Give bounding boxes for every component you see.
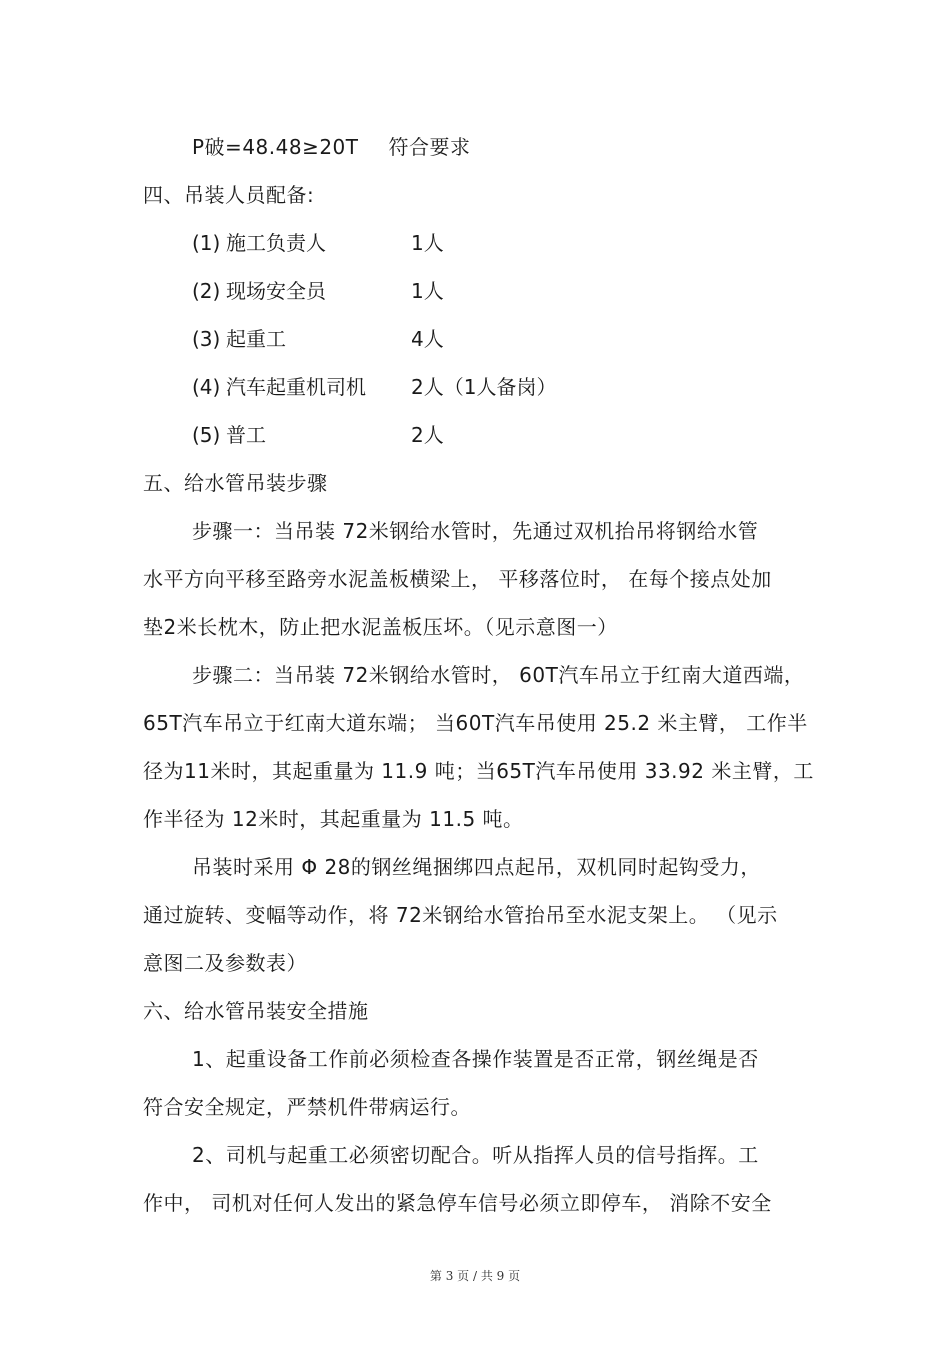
staff-index: (2) — [192, 279, 221, 303]
staff-count: 2人 — [411, 423, 444, 447]
paragraph-line: 65T汽车吊立于红南大道东端； 当60T汽车吊使用 25.2 米主臂， 工作半 — [143, 711, 808, 735]
staff-index: (3) — [192, 327, 221, 351]
staff-role: 普工 — [226, 423, 266, 447]
staff-row — [192, 421, 444, 449]
formula: P破=48.48≥20T — [192, 135, 359, 159]
staff-index: (4) — [192, 375, 221, 399]
staff-role: 施工负责人 — [226, 231, 326, 255]
staff-index: (5) — [192, 423, 221, 447]
staff-row — [192, 325, 444, 353]
paragraph-line: 步骤一：当吊装 72米钢给水管时，先通过双机抬吊将钢给水管 — [192, 519, 759, 543]
staff-index: (1) — [192, 231, 221, 255]
paragraph-line: 作半径为 12米时，其起重量为 11.5 吨。 — [143, 807, 524, 831]
paragraph-line: 垫2米长枕木，防止把水泥盖板压坏。（见示意图一） — [143, 615, 618, 639]
paragraph-line: 1、起重设备工作前必须检查各操作装置是否正常，钢丝绳是否 — [192, 1047, 759, 1071]
staff-role: 起重工 — [226, 327, 286, 351]
staff-count: 1人 — [411, 279, 444, 303]
paragraph-line: 水平方向平移至路旁水泥盖板横梁上， 平移落位时， 在每个接点处加 — [143, 567, 772, 591]
staff-role: 汽车起重机司机 — [226, 375, 366, 399]
section-heading: 四、吊装人员配备: — [143, 183, 315, 207]
staff-count: 1人 — [411, 231, 444, 255]
staff-row — [192, 373, 556, 401]
paragraph-line: 2、司机与起重工必须密切配合。听从指挥人员的信号指挥。工 — [192, 1143, 759, 1167]
paragraph-line: 吊装时采用 Φ 28的钢丝绳捆绑四点起吊，双机同时起钩受力， — [192, 855, 761, 879]
staff-row — [192, 277, 444, 305]
formula-result: 符合要求 — [388, 135, 471, 159]
staff-count: 4人 — [411, 327, 444, 351]
staff-count: 2人（1人备岗） — [411, 375, 557, 399]
staff-role: 现场安全员 — [226, 279, 326, 303]
page-number-footer: 第 3 页 / 共 9 页 — [429, 1269, 521, 1283]
paragraph-line: 意图二及参数表） — [143, 951, 307, 975]
paragraph-line: 步骤二：当吊装 72米钢给水管时， 60T汽车吊立于红南大道西端， — [192, 663, 805, 687]
staff-row — [192, 229, 444, 257]
section-heading: 五、给水管吊装步骤 — [143, 471, 328, 495]
paragraph-line: 通过旋转、变幅等动作，将 72米钢给水管抬吊至水泥支架上。 （见示 — [143, 903, 778, 927]
paragraph-line: 作中， 司机对任何人发出的紧急停车信号必须立即停车， 消除不安全 — [143, 1191, 772, 1215]
paragraph-line: 符合安全规定，严禁机件带病运行。 — [143, 1095, 471, 1119]
formula-line — [192, 133, 471, 161]
section-heading: 六、给水管吊装安全措施 — [143, 999, 369, 1023]
paragraph-line: 径为11米时，其起重量为 11.9 吨；当65T汽车吊使用 33.92 米主臂，工 — [143, 759, 814, 783]
